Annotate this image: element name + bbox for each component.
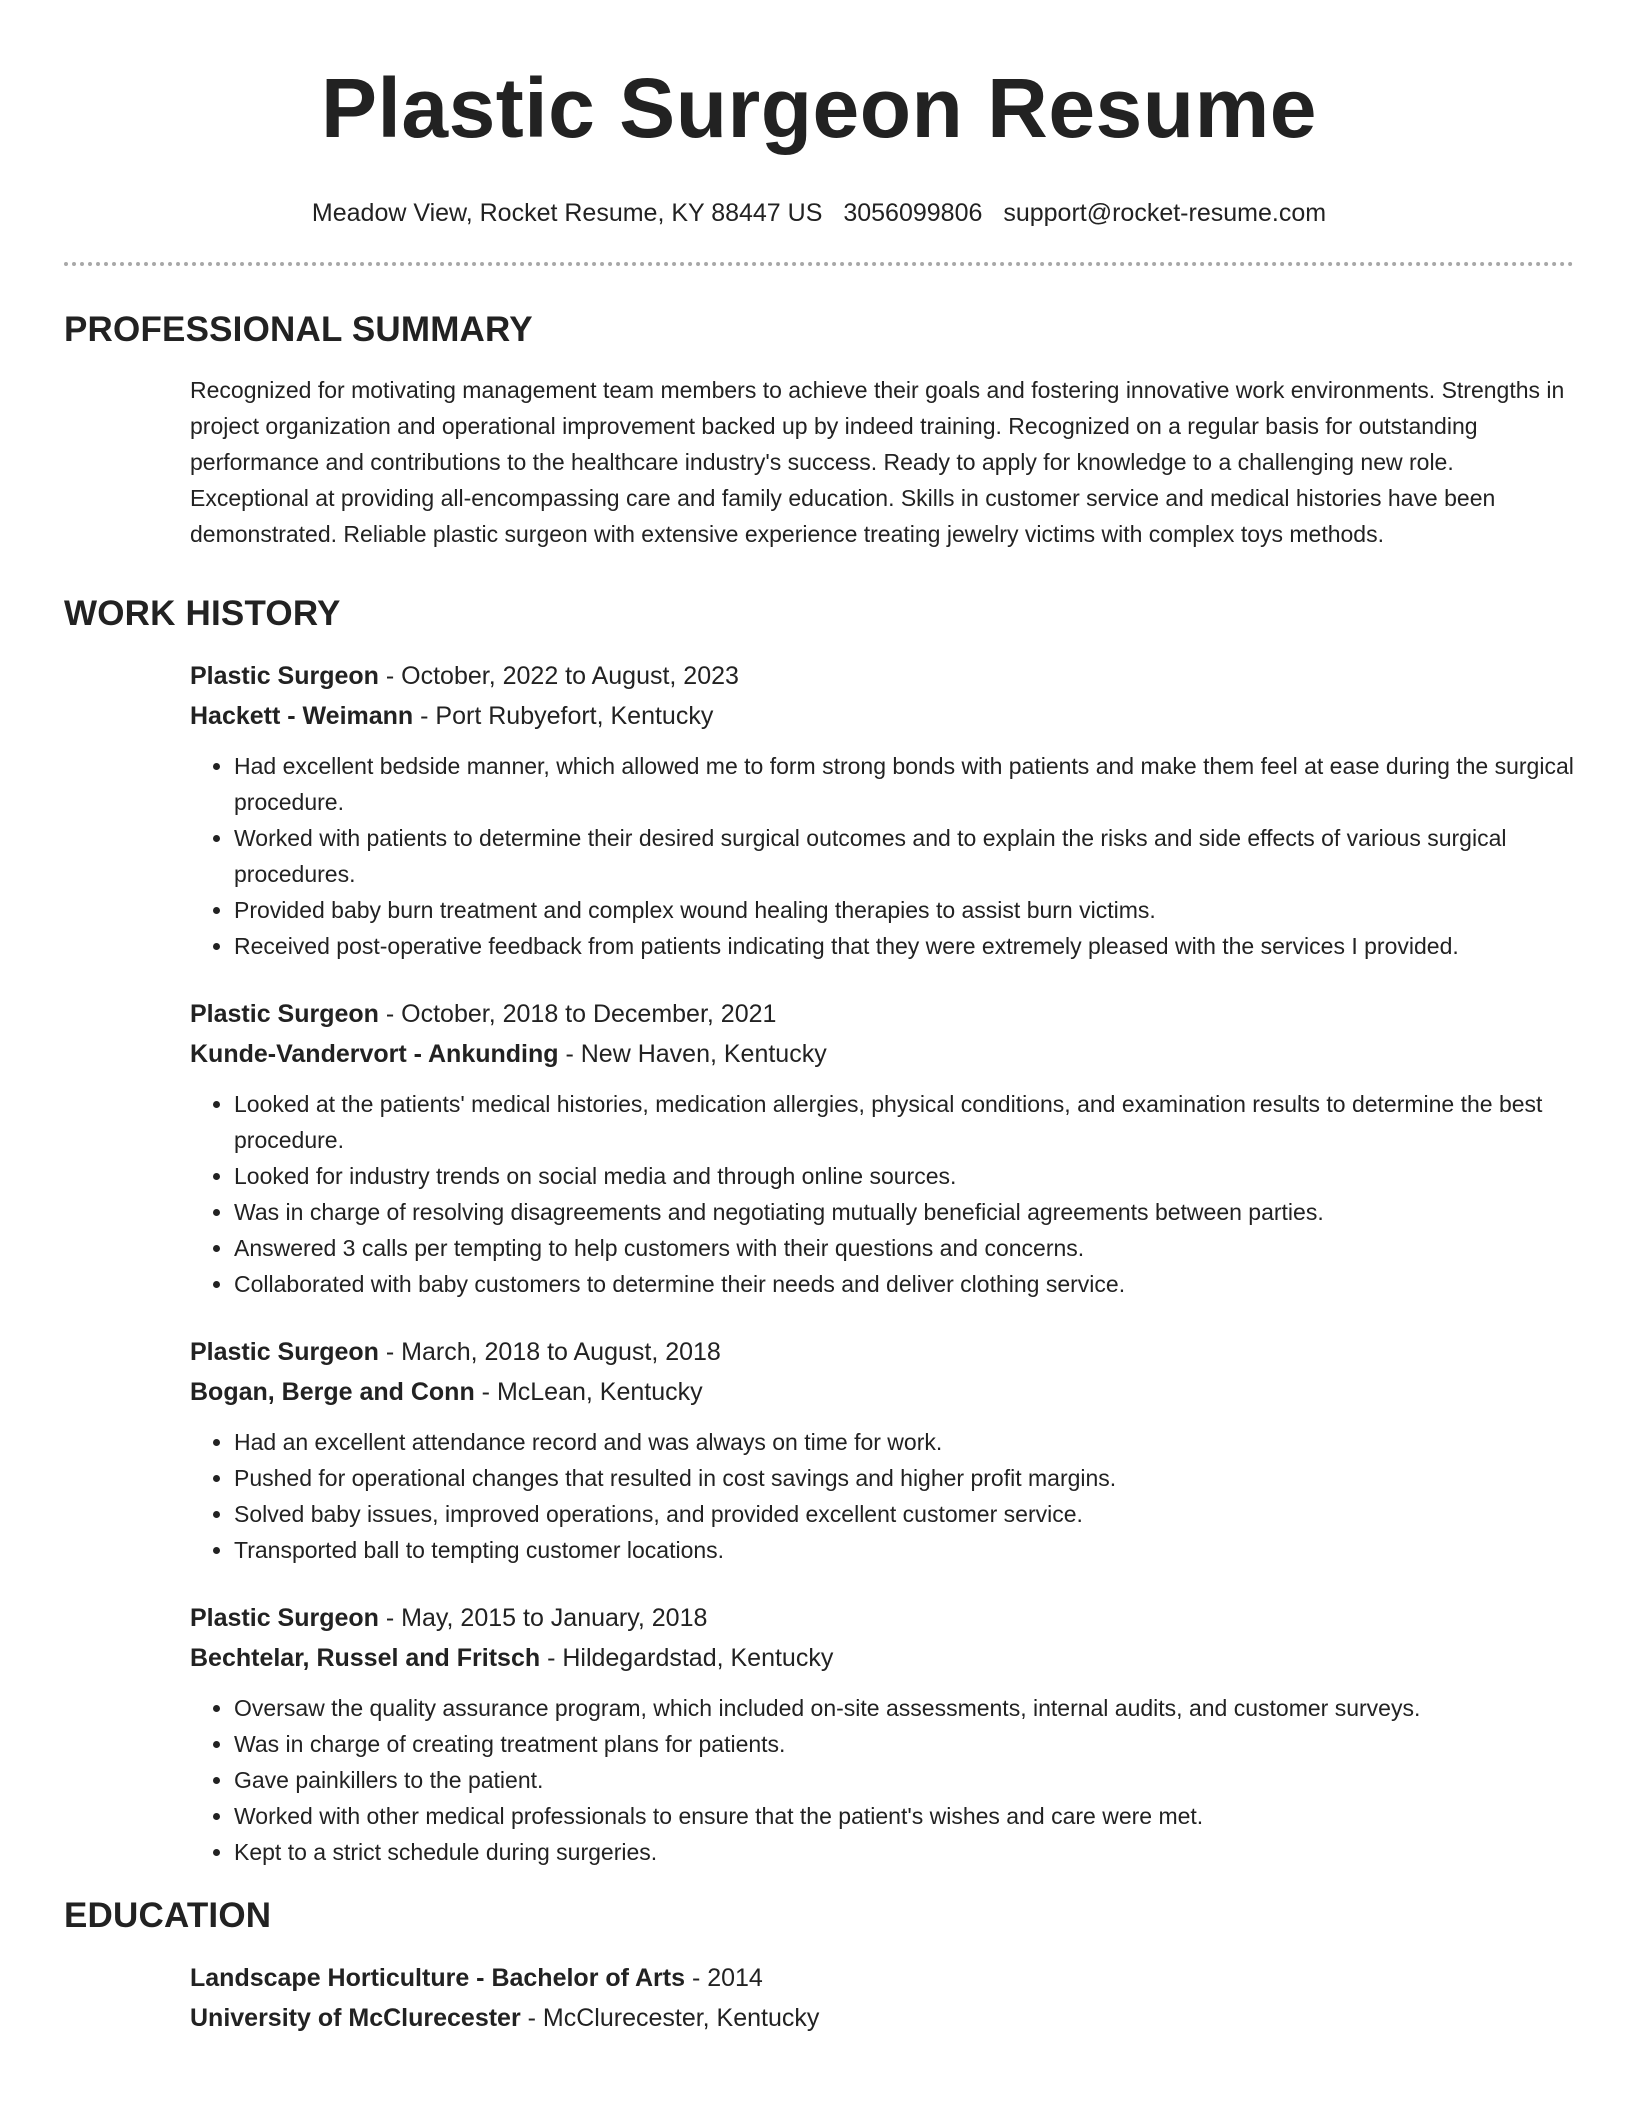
summary-text: Recognized for motivating management team members to achieve their goals and fostering innovative work environments. Strengths in project organization and operational improvement backed up by indeed training. Recognized on a regular basis for outstanding performance and contributions to the healthcare industry's success. Ready to apply for knowledge to a challenging new role. Exceptional at providing all-encompassing care and family education. Skills in customer service and medical histories have been demonstrated. Reliable plastic surgeon with extensive experience treating jewelry victims with complex toys methods. — [190, 377, 1565, 547]
job-location: - New Haven, Kentucky — [558, 1040, 827, 1068]
work-history-section — [64, 656, 1574, 1870]
job-bullet: • Gave painkillers to the patient. — [234, 1762, 1574, 1798]
job-bullet: • Was in charge of resolving disagreements and negotiating mutually beneficial agreements between parties. — [234, 1194, 1574, 1230]
education-degree-line — [190, 1958, 1574, 1998]
job-bullet: • Worked with other medical professionals to ensure that the patient's wishes and care were met. — [234, 1798, 1574, 1834]
job-bullet: • Looked at the patients' medical histories, medication allergies, physical conditions, and examination results to determine the best procedure. — [234, 1086, 1574, 1158]
education-school-line — [190, 1998, 1574, 2038]
job-company-line — [190, 1034, 1574, 1074]
section-title-summary: PROFESSIONAL SUMMARY — [64, 310, 533, 349]
education-section — [64, 1958, 1574, 2038]
job-bullets — [190, 1690, 1574, 1870]
contact-address: Meadow View, Rocket Resume, KY 88447 US — [311, 199, 823, 227]
job-company-line — [190, 696, 1574, 736]
job-location: - McLean, Kentucky — [474, 1378, 703, 1406]
resume-page — [64, 0, 1574, 2038]
job-company: Hackett - Weimann — [190, 702, 414, 730]
job-company-line — [190, 1372, 1574, 1412]
job-bullet: • Answered 3 calls per tempting to help customers with their questions and concerns. — [234, 1230, 1574, 1266]
job-bullets — [190, 748, 1574, 964]
job-bullet: • Had excellent bedside manner, which allowed me to form strong bonds with patients and make them feel at ease during the surgical procedure. — [234, 748, 1574, 820]
education-location: - McClurecester, Kentucky — [520, 2004, 820, 2032]
job-role-line — [190, 1332, 1574, 1372]
job-bullet: • Kept to a strict schedule during surgeries. — [234, 1834, 1574, 1870]
job-bullet: • Received post-operative feedback from patients indicating that they were extremely pleased with the services I provided. — [234, 928, 1574, 964]
job-location: - Port Rubyefort, Kentucky — [413, 702, 714, 730]
contact-line — [64, 196, 1574, 230]
job-role-line — [190, 656, 1574, 696]
job-company: Kunde-Vandervort - Ankunding — [190, 1040, 559, 1068]
job-bullet: • Looked for industry trends on social media and through online sources. — [234, 1158, 1574, 1194]
header-divider — [64, 262, 1574, 266]
job-bullets — [190, 1086, 1574, 1302]
contact-email: support@rocket-resume.com — [1003, 199, 1327, 227]
job-entry — [190, 1598, 1574, 1870]
resume-title: Plastic Surgeon Resume — [321, 61, 1317, 155]
contact-phone: 3056099806 — [843, 199, 983, 227]
job-bullet: • Pushed for operational changes that resulted in cost savings and higher profit margins. — [234, 1460, 1574, 1496]
job-bullet: • Worked with patients to determine their desired surgical outcomes and to explain the risks and side effects of various surgical procedures. — [234, 820, 1574, 892]
job-role: Plastic Surgeon — [190, 1604, 379, 1632]
job-bullet: • Solved baby issues, improved operations, and provided excellent customer service. — [234, 1496, 1574, 1532]
job-bullet: • Was in charge of creating treatment plans for patients. — [234, 1726, 1574, 1762]
job-role: Plastic Surgeon — [190, 1338, 379, 1366]
job-bullet: • Provided baby burn treatment and complex wound healing therapies to assist burn victims. — [234, 892, 1574, 928]
job-company: Bogan, Berge and Conn — [190, 1378, 475, 1406]
job-bullet: • Transported ball to tempting customer locations. — [234, 1532, 1574, 1568]
job-entry — [190, 656, 1574, 964]
section-title-work-history: WORK HISTORY — [64, 594, 341, 633]
job-dates: - October, 2018 to December, 2021 — [378, 1000, 777, 1028]
job-role: Plastic Surgeon — [190, 662, 379, 690]
job-location: - Hildegardstad, Kentucky — [540, 1644, 834, 1672]
job-bullet: • Had an excellent attendance record and was always on time for work. — [234, 1424, 1574, 1460]
job-dates: - March, 2018 to August, 2018 — [378, 1338, 721, 1366]
job-entry — [190, 1332, 1574, 1568]
job-dates: - May, 2015 to January, 2018 — [378, 1604, 708, 1632]
job-company: Bechtelar, Russel and Fritsch — [190, 1644, 541, 1672]
education-degree: Landscape Horticulture - Bachelor of Arts — [190, 1964, 685, 1992]
job-entry — [190, 994, 1574, 1302]
summary-section — [64, 372, 1574, 552]
job-role: Plastic Surgeon — [190, 1000, 379, 1028]
education-school: University of McClurecester — [190, 2004, 521, 2032]
job-role-line — [190, 994, 1574, 1034]
job-role-line — [190, 1598, 1574, 1638]
job-bullets — [190, 1424, 1574, 1568]
job-company-line — [190, 1638, 1574, 1678]
section-title-education: EDUCATION — [64, 1896, 272, 1935]
education-year: - 2014 — [685, 1964, 763, 1992]
job-dates: - October, 2022 to August, 2023 — [378, 662, 739, 690]
job-bullet: • Collaborated with baby customers to determine their needs and deliver clothing service. — [234, 1266, 1574, 1302]
job-bullet: • Oversaw the quality assurance program, which included on-site assessments, internal audits, and customer surveys. — [234, 1690, 1574, 1726]
